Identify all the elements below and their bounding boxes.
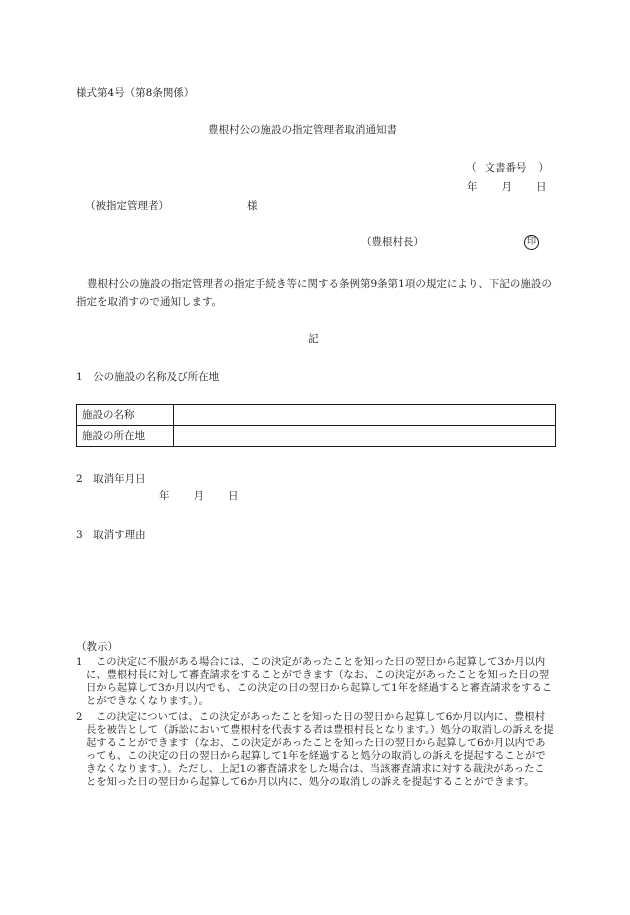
revocation-date [159, 490, 239, 503]
notice-item-text: この決定に不服がある場合には、この決定があったことを知った日の翌日から起算して3か月以内に、豊根村長に対して審査請求をすることができます（なお、この決定があったことを知った日の翌日から起算して3か月以内でも、この決定の日の翌日から起算して1年を経過すると審査請求をすることができなくなります。）。 [86, 656, 553, 707]
facility-location-value[interactable] [174, 426, 556, 447]
sender-label: （豊根村長） [361, 236, 424, 248]
addressee [85, 200, 258, 213]
document-number-field [466, 162, 549, 175]
addressee-honorific: 様 [247, 200, 258, 212]
issue-date-month: 月 [501, 181, 512, 193]
doc-number-close-paren: ） [538, 162, 549, 174]
notice-item-number: 2 [76, 711, 83, 723]
addressee-label: （被指定管理者） [85, 200, 169, 212]
section2-heading: 2 取消年月日 [76, 473, 146, 485]
notice-item-2 [76, 711, 554, 789]
section3-heading: 3 取消す理由 [76, 529, 146, 541]
notice-item-text: この決定については、この決定があったことを知った日の翌日から起算して6か月以内に、豊根村長を被告として（訴訟において豊根村を代表する者は豊根村長となります。）処分の取消しの訴えを提起することができます（なお、この決定があったことを知った日の翌日から起算して6か月以内であっても、この決定の日の翌日から起算して1年を経過すると処分の取消しの訴えを提起することができなくなります。）。ただし、上記1の審査請求をした場合は、当該審査請求に対する裁決があったことを知った日の翌日から起算して6か月以内に、処分の取消しの訴えを提起することができます。 [86, 711, 554, 788]
facility-name-label: 施設の名称 [77, 405, 174, 426]
section1-heading: 1 公の施設の名称及び所在地 [76, 371, 220, 383]
notice-heading: （教示） [76, 641, 118, 653]
table-row [77, 405, 556, 426]
issue-date-day: 日 [536, 181, 547, 193]
doc-number-label: 文書番号 [484, 162, 527, 174]
form-number: 様式第4号（第8条関係） [76, 87, 195, 99]
ki-heading: 記 [308, 333, 319, 345]
notice-item-1 [76, 656, 554, 708]
facility-location-label: 施設の所在地 [77, 426, 174, 447]
document-title: 豊根村公の施設の指定管理者取消通知書 [208, 124, 397, 136]
facility-table [76, 404, 556, 447]
seal-icon: 印 [524, 235, 539, 250]
revocation-date-year: 年 [159, 490, 170, 502]
revocation-date-day: 日 [228, 490, 239, 502]
facility-name-value[interactable] [174, 405, 556, 426]
issue-date [467, 181, 547, 194]
issue-date-year: 年 [467, 181, 478, 193]
doc-number-open-paren: （ [466, 162, 477, 174]
body-paragraph: 豊根村公の施設の指定管理者の指定手続き等に関する条例第9条第1項の規定により、下記の施設の指定を取消すので通知します。 [76, 278, 552, 308]
revocation-date-month: 月 [193, 490, 204, 502]
notice-item-number: 1 [76, 656, 83, 668]
table-row [77, 426, 556, 447]
